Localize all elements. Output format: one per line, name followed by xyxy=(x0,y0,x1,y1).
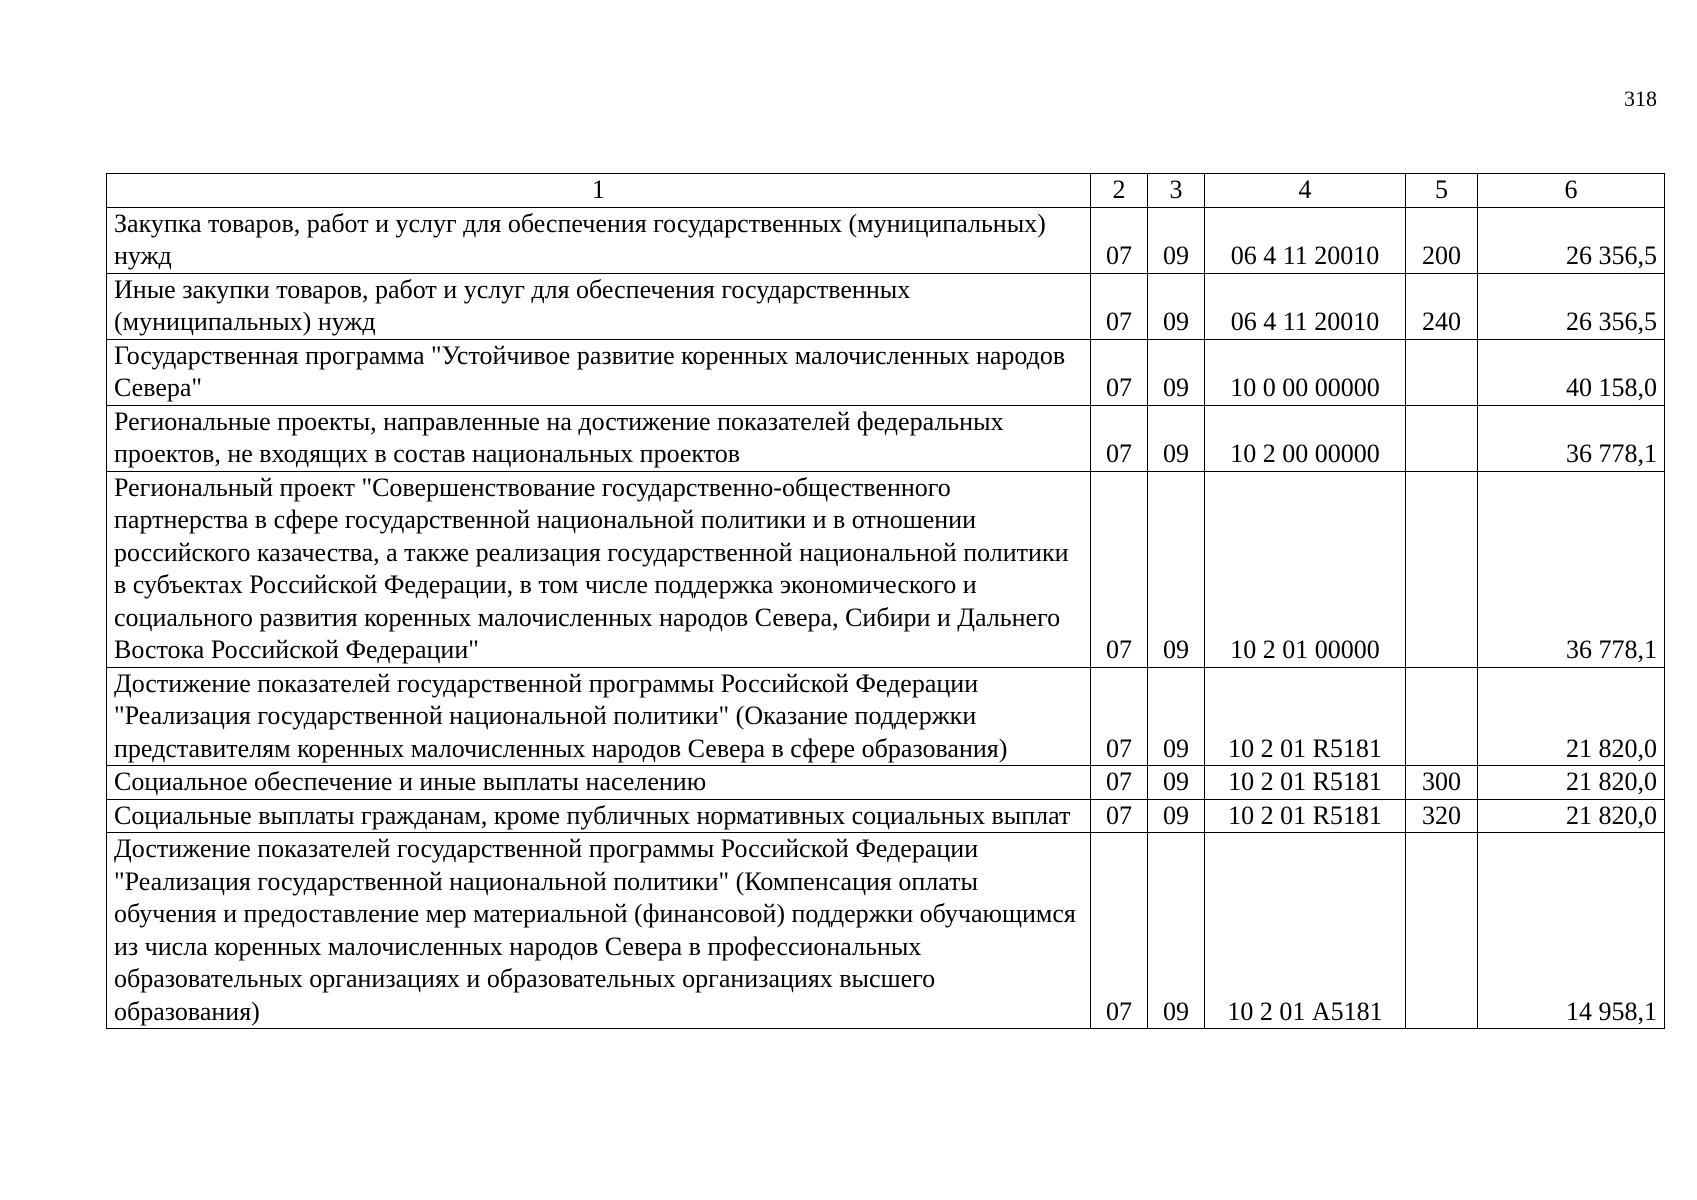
table-row xyxy=(107,273,1665,339)
row-expense-type xyxy=(1406,339,1478,405)
row-subsection-code: 09 xyxy=(1148,766,1205,800)
row-expense-type: 300 xyxy=(1406,766,1478,800)
page-number: 318 xyxy=(1624,86,1657,111)
row-amount: 14 958,1 xyxy=(1478,833,1665,1029)
row-section-code: 07 xyxy=(1091,799,1148,833)
row-expense-type xyxy=(1406,405,1478,471)
row-section-code: 07 xyxy=(1091,339,1148,405)
row-amount: 36 778,1 xyxy=(1478,471,1665,667)
row-target-code: 10 2 01 00000 xyxy=(1205,471,1406,667)
row-amount: 21 820,0 xyxy=(1478,667,1665,766)
row-name: Государственная программа "Устойчивое развитие коренных малочисленных народов Севера" xyxy=(107,339,1091,405)
row-section-code: 07 xyxy=(1091,405,1148,471)
row-expense-type: 320 xyxy=(1406,799,1478,833)
table-row xyxy=(107,799,1665,833)
column-header: 4 xyxy=(1205,174,1406,208)
column-header: 6 xyxy=(1478,174,1665,208)
row-section-code: 07 xyxy=(1091,667,1148,766)
row-subsection-code: 09 xyxy=(1148,405,1205,471)
row-expense-type xyxy=(1406,471,1478,667)
row-subsection-code: 09 xyxy=(1148,471,1205,667)
row-subsection-code: 09 xyxy=(1148,799,1205,833)
row-amount: 26 356,5 xyxy=(1478,207,1665,273)
row-section-code: 07 xyxy=(1091,207,1148,273)
row-section-code: 07 xyxy=(1091,273,1148,339)
table-row xyxy=(107,339,1665,405)
row-name: Иные закупки товаров, работ и услуг для обеспечения государственных (муниципальных) нужд xyxy=(107,273,1091,339)
column-header: 3 xyxy=(1148,174,1205,208)
table-row xyxy=(107,471,1665,667)
column-header: 5 xyxy=(1406,174,1478,208)
row-target-code: 06 4 11 20010 xyxy=(1205,273,1406,339)
row-section-code: 07 xyxy=(1091,833,1148,1029)
row-expense-type: 240 xyxy=(1406,273,1478,339)
row-subsection-code: 09 xyxy=(1148,667,1205,766)
row-section-code: 07 xyxy=(1091,766,1148,800)
table-row xyxy=(107,766,1665,800)
row-expense-type xyxy=(1406,667,1478,766)
row-name: Достижение показателей государственной программы Российской Федерации "Реализация государственной национальной политики" (Компенсация оплаты обучения и предоставление мер материальной (финансовой) поддержки обучающимся из числа коренных малочисленных народов Севера в профессиональных образовательных организациях и образовательных организациях высшего образования) xyxy=(107,833,1091,1029)
row-target-code: 06 4 11 20010 xyxy=(1205,207,1406,273)
row-amount: 21 820,0 xyxy=(1478,799,1665,833)
row-amount: 26 356,5 xyxy=(1478,273,1665,339)
table-row xyxy=(107,207,1665,273)
table-row xyxy=(107,667,1665,766)
row-subsection-code: 09 xyxy=(1148,833,1205,1029)
column-header: 2 xyxy=(1091,174,1148,208)
row-expense-type xyxy=(1406,833,1478,1029)
row-section-code: 07 xyxy=(1091,471,1148,667)
row-amount: 36 778,1 xyxy=(1478,405,1665,471)
row-name: Региональный проект "Совершенствование государственно-общественного партнерства в сфере государственной национальной политики и в отношении российского казачества, а также реализация государственной национальной политики в субъектах Российской Федерации, в том числе поддержка экономического и социального развития коренных малочисленных народов Севера, Сибири и Дальнего Востока Российской Федерации" xyxy=(107,471,1091,667)
row-subsection-code: 09 xyxy=(1148,339,1205,405)
row-subsection-code: 09 xyxy=(1148,273,1205,339)
row-amount: 40 158,0 xyxy=(1478,339,1665,405)
row-target-code: 10 2 01 R5181 xyxy=(1205,667,1406,766)
row-target-code: 10 2 01 R5181 xyxy=(1205,799,1406,833)
row-subsection-code: 09 xyxy=(1148,207,1205,273)
header-row xyxy=(107,174,1665,208)
row-name: Региональные проекты, направленные на достижение показателей федеральных проектов, не входящих в состав национальных проектов xyxy=(107,405,1091,471)
column-header: 1 xyxy=(107,174,1091,208)
row-target-code: 10 2 00 00000 xyxy=(1205,405,1406,471)
budget-table xyxy=(106,173,1665,1029)
row-target-code: 10 2 01 А5181 xyxy=(1205,833,1406,1029)
row-target-code: 10 0 00 00000 xyxy=(1205,339,1406,405)
row-name: Достижение показателей государственной программы Российской Федерации "Реализация государственной национальной политики" (Оказание поддержки представителям коренных малочисленных народов Севера в сфере образования) xyxy=(107,667,1091,766)
row-expense-type: 200 xyxy=(1406,207,1478,273)
row-amount: 21 820,0 xyxy=(1478,766,1665,800)
row-target-code: 10 2 01 R5181 xyxy=(1205,766,1406,800)
row-name: Социальные выплаты гражданам, кроме публичных нормативных социальных выплат xyxy=(107,799,1091,833)
row-name: Закупка товаров, работ и услуг для обеспечения государственных (муниципальных) нужд xyxy=(107,207,1091,273)
table-row xyxy=(107,405,1665,471)
table-row xyxy=(107,833,1665,1029)
row-name: Социальное обеспечение и иные выплаты населению xyxy=(107,766,1091,800)
